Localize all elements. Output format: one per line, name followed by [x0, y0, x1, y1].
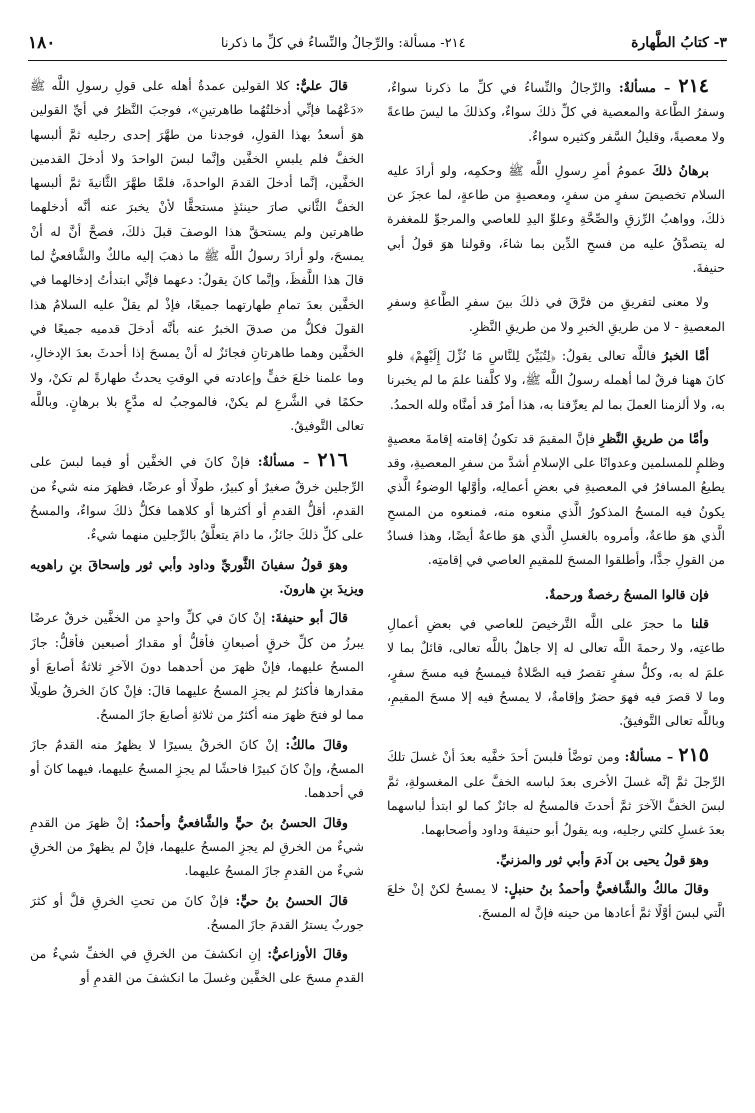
malik-head: وقالَ مالكٌ: [285, 736, 348, 752]
ali-paragraph [30, 74, 364, 438]
paragraph-text: إنْ كانَ الخرقُ يسيرًا لا يظهرُ منه القدمُ جازَ المسحُ، وإنْ كانَ كبيرًا فاحشًا لم يجزِ المسحُ عليهما، فيهما كانَ أو في أحدهما. [30, 736, 364, 801]
paragraph-text: فإنْ كانَ من تحتِ الخرقِ قلَّ أو كثرَ جوربٌ يسترُ القدمَ جازَ المسحُ. [30, 892, 364, 932]
opinion-paragraph [387, 877, 725, 926]
running-section-title: ٢١٤- مسألة: والرِّجالُ والنِّساءُ في كلِّ ما ذكرنا [220, 35, 466, 51]
masala-214: ٢١٤ – مسألةٌ: والرِّجالُ والنِّساءُ في كلِّ ما ذكرنا سواءٌ، وسفرُ الطَّاعة والمعصية في كلِّ ذلكَ سواءٌ، وكذلكَ ما ليسَ طاعةً ولا معصيةً، وقليلُ السَّفر وكثيره سواءٌ. [387, 75, 725, 144]
objection-line: فإن قالوا المسحُ رخصةٌ ورحمةٌ. [544, 586, 709, 602]
page-number: ١٨٠ [28, 33, 56, 53]
paragraph-text: فإنَّ المقيمَ قد تكونُ إقامته إقامةَ معصيةٍ وظلمٍ للمسلمين وعدوانًا على الإسلامِ أشدَّ من سفرِ المعصيةِ، وقد يطيعُ المسافرُ في المعصيةِ في بعضِ أعمالِه، وأوَّلها الوضوءُ الَّذي يكونُ فيه المسحُ المذكورُ الَّذي منعوه منه، فمنعوه من المسحِ الَّذي هوَ طاعةٌ، وأمروه بالغسلِ الَّذي هوَ طاعةٌ أيضًا، وهذا فسادٌ من القولِ جدًّا، وأطلقوا المسحَ للمقيمِ العاصي في إقامتِه. [387, 430, 725, 568]
paragraph-text: ما حجرَ على اللَّه التَّرخيصَ للعاصي في بعضِ أعمالِ طاعتِه، ولا رحمةَ اللَّه تعالى له إلا جاهلٌ باللَّه تعالى، قائلٌ بما لا علمَ له به، وكلُّ سفرٍ تقصرُ فيه الصَّلاةُ فيمسحُ فيه مسحَ سفرٍ، وما لا قصرَ فيه فهوَ حضرٌ وإقامةٌ، لا يمسحُ فيه إلا مسحَ المقيمِ، وباللَّه تعالى التَّوفيقُ. [387, 615, 725, 729]
answer-head: قلنا [691, 615, 709, 631]
answer-paragraph [387, 612, 725, 733]
opinion-line: وهوَ قولُ سفيانَ الثَّوريِّ وداود وأبي ثور وإسحاقَ بنِ راهويه ويزيدَ بنِ هارونَ. [30, 556, 364, 596]
masala-number: ٢١٦ [317, 449, 348, 472]
masala-number: ٢١٤ [678, 75, 709, 97]
burhan-paragraph [387, 159, 725, 280]
ali-head: قالَ عليٌّ: [295, 78, 348, 93]
khabar-head: أمَّا الخبرُ [662, 347, 709, 363]
hasan2-paragraph [30, 889, 364, 938]
nazar-paragraph [387, 427, 725, 573]
malik-paragraph [30, 733, 364, 806]
paragraph-text: إنِ انكشفَ من الخرقِ في الخفِّ شيءٌ من القدمِ مسحَ على الخفَّين وغسلَ ما انكشفَ من القدمِ أو [30, 946, 364, 986]
paragraph-text: عمومُ أمرِ رسولِ اللَّه ﷺ وحكمِه، ولو أرادَ عليه السلام تخصيصَ سفرٍ من سفرٍ، ومعصيةٍ من طاعةٍ، لما عجزَ عن ذلكَ، وواهبُ الرِّزقِ والصِّحَّةِ وعلوِّ اليدِ للعاصي والمرجوِّ للمغفرة له يتصدَّقُ عليه من فسحِ الدِّين بما شاءَ، وقولنا هوَ قولُ أبي حنيفةَ. [387, 162, 725, 276]
paragraph-text: كلا القولين عمدةُ أهله على قولِ رسولِ اللَّه ﷺ «دَعْهُما فإنِّي أدخلتُهُما طاهرتينِ»، فوجبَ النَّظرُ في أيِّ القولين هوَ أسعدُ بهذا القولِ، فوجدنا من طهَّرَ إحدى رجليه ثمَّ ألبسها الخفَّ فلم يلبسِ الخفَّين وإنَّما لبسَ الواحدَ ولا أدخلَ القدمين الخفَّين، إنَّما أدخلَ القدمَ الواحدةَ، فلمَّا طهَّرَ الثَّانيةَ ثمَّ ألبسها الخفَّ الثَّاني صارَ حينئذٍ مستحقًّا لأنْ يخبرَ عنه أنَّه أدخلهما طاهرتين ولم يستحقَّ هذا الوصفَ قبلَ ذلكَ، فصحَّ أنَّ له أنْ يمسحَ، ولو أرادَ رسولُ اللَّه ﷺ ما ذهبَ إليه مالكٌ والشَّافعيُّ لما قالَ هذا اللَّفظَ، وإنَّما كانَ يقولُ: دعهما فإنِّي ابتدأتُ إدخالهما في الخفَّين بعدَ تمامِ طهارتهما جميعًا، فإذْ لم يقلْ عليه السلامُ هذا القولَ فكلُّ من صدقَ الخبرُ عنه بأنَّه أدخلَ قدميه جميعًا في الخفَّين وهما طاهرتانِ فجائزٌ له أنْ يمسحَ إذا أحدثَ بعدَ الإدخالِ، وما علمنا خلعَ خفٍّ وإعادته في الوقتِ يحدثُ طهارةً لم تكنْ، ولا حكمًا في الشَّرعِ لم يكنْ، فالموجبُ له مدَّعٍ بلا برهانٍ. وباللَّه تعالى التَّوفيقُ. [30, 78, 364, 434]
masala-label: مسألةٌ: [257, 454, 295, 470]
opinion-line: وهوَ قولُ يحيى بن آدمَ وأبي ثور والمزنيِّ. [495, 851, 709, 867]
book-title: ٣- كتابُ الطَّهارة [631, 35, 727, 51]
header-rule [28, 60, 727, 61]
paragraph-text: فاللَّه تعالى يقولُ: ﴿لِتُبَيِّنَ لِلنَّاسِ مَا نُزِّلَ إِلَيْهِمْ﴾ فلو كانَ ههنا فرقٌ لما أهمله رسولُ اللَّه ﷺ، ولا كلَّفنا علمَ ما لم يخبرنا به، ولا ألزمنا العملَ بما لم يعرِّفنا به، هذا أمرٌ قد أمنَّاه ولله الحمدُ. [387, 347, 725, 412]
masala-label: مسألةٌ: [624, 749, 662, 765]
masala-label: مسألةٌ: [618, 80, 657, 95]
paragraph-text: ومن توضَّأ فلبسَ أحدَ خفَّيه بعدَ أنْ غسلَ تلكَ الرِّجلَ ثمَّ إنَّه غسلَ الأخرى بعدَ لباسه الخفَّ على المغسولةِ، ثمَّ لبسَ الخفَّ الآخرَ ثمَّ أحدثَ فالمسحُ له جائزٌ كما لو ابتدأ لباسهما بعدَ غسلِ كلتي رجليه، وبه يقولُ أبو حنيفةَ وداود وأصحابهما. [387, 749, 725, 838]
page-header [28, 30, 727, 56]
hasan2-head: قالَ الحسنُ بنُ حيٍّ: [235, 892, 348, 908]
paragraph-text: إنْ ظهرَ من القدمِ شيءٌ من الخرقِ لم يجزِ المسحُ عليهما، فإنْ لم يظهرْ من الخرقِ شيءٌ من القدمِ جازَ المسحُ عليهما. [30, 814, 364, 879]
masala-215: ٢١٥ – مسألةٌ: ومن توضَّأ فلبسَ أحدَ خفَّيه بعدَ أنْ غسلَ تلكَ الرِّجلَ ثمَّ إنَّه غسلَ الأخرى بعدَ لباسه الخفَّ على المغسولةِ، ثمَّ لبسَ الخفَّ الآخرَ ثمَّ أحدثَ فالمسحُ له جائزٌ كما لو ابتدأ لباسهما بعدَ غسلِ كلتي رجليه، وبه يقولُ أبو حنيفةَ وداود وأصحابهما. [387, 744, 725, 838]
paragraph-text: لا يمسحُ لكنْ إنْ خلعَ الَّتي لبسَ أوَّلًا ثمَّ أعادها من حينه فإنَّ له المسحَ. [387, 880, 725, 921]
distinction-paragraph: ولا معنى لتفريقِ من فرَّقَ في ذلكَ بينَ سفرِ الطَّاعةِ وسفرِ المعصيةِ - لا من طريقِ الخبرِ ولا من طريقِ النَّظرِ. [387, 294, 725, 334]
abu-hanifa-head: قالَ أبو حنيفةَ: [270, 610, 349, 626]
nazar-head: وأمَّا من طريقِ النَّظرِ [599, 430, 709, 446]
abu-hanifa-paragraph [30, 606, 364, 727]
left-column [30, 74, 364, 1094]
right-column [387, 74, 725, 1094]
opinion-head: وقالَ مالكٌ والشَّافعيُّ وأحمدُ بنُ حنبلٍ: [504, 880, 709, 896]
paragraph-text: إنْ كانَ في كلِّ واحدٍ من الخفَّين خرقٌ عرضًا يبرزُ من كلِّ خرقٍ أصبعانِ فأقلُّ أو مقدارُ أصبعين فأقلُّ: جازَ المسحُ عليهما، فإنْ ظهرَ من أحدهما دونَ الآخرِ ثلاثةُ أصابعَ أو مقدارها فأكثرُ لم يجزِ المسحُ عليهما قالَ: فإنْ كانَ الخرقُ طويلًا مما لو فتحَ ظهرَ منه أكثرُ من ثلاثةِ أصابعَ جازَ المسحُ. [30, 610, 364, 723]
awzai-paragraph [30, 942, 364, 991]
masala-216: ٢١٦ – مسألةٌ: فإنْ كانَ في الخفَّين أو فيما لبسَ على الرِّجلين خرقٌ صغيرٌ أو كبيرٌ، طولًا أو عرضًا، فظهرَ منه شيءٌ من القدمِ، أقلُّ القدمِ أو أكثرها أو كلاهما فكلُّ ذلكَ سواءٌ، والمسحُ على كلِّ ذلكَ جائزٌ، ما دامَ يتعلَّقُ بالرِّجلين منهما شيءٌ. [30, 449, 364, 543]
paragraph-text: فإنْ كانَ في الخفَّين أو فيما لبسَ على الرِّجلين خرقٌ صغيرٌ أو كبيرٌ، طولًا أو عرضًا، فظهرَ منه شيءٌ من القدمِ، أقلُّ القدمِ أو أكثرها أو كلاهما فكلُّ ذلكَ سواءٌ، والمسحُ على كلِّ ذلكَ جائزٌ، ما دامَ يتعلَّقُ بالرِّجلين منهما شيءٌ. [30, 454, 364, 543]
hasan-paragraph [30, 811, 364, 884]
paragraph-text: والرِّجالُ والنِّساءُ في كلِّ ما ذكرنا سواءٌ، وسفرُ الطَّاعة والمعصية في كلِّ ذلكَ سواءٌ، وكذلكَ ما ليسَ طاعةً ولا معصيةً، وقليلُ السَّفر وكثيره سواءٌ. [387, 80, 725, 144]
masala-number: ٢١٥ [678, 744, 709, 767]
awzai-head: وقالَ الأوزاعيُّ: [267, 946, 348, 962]
khabar-paragraph [387, 344, 725, 417]
hasan-head: وقالَ الحسنُ بنُ حيٍّ والشَّافعيُّ وأحمدُ: [135, 814, 348, 830]
burhan-head: برهانُ ذلكَ [652, 162, 709, 178]
